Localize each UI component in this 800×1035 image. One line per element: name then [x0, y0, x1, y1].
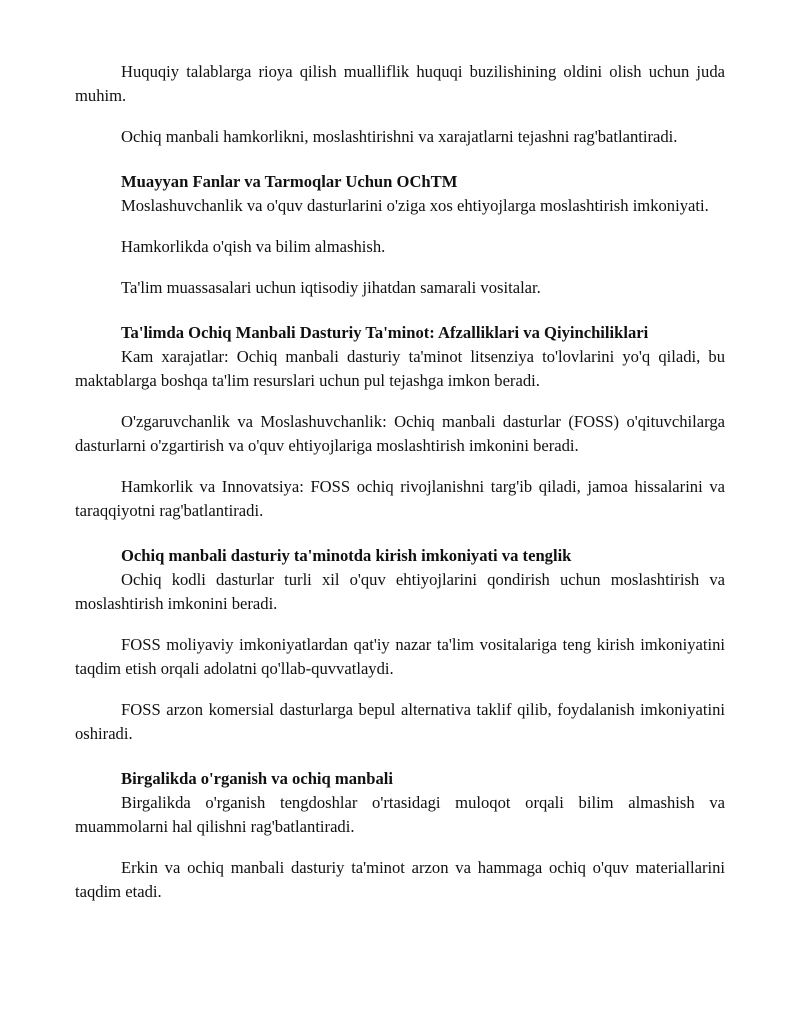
paragraph: Hamkorlik va Innovatsiya: FOSS ochiq rivojlanishni targ'ib qiladi, jamoa hissalarini va taraqqiyotni rag'batlantiradi. [75, 477, 725, 520]
section-heading: Ochiq manbali dasturiy ta'minotda kirish imkoniyati va tenglik [121, 546, 572, 565]
section [75, 321, 725, 523]
paragraph: Erkin va ochiq manbali dasturiy ta'minot arzon va hammaga ochiq o'quv materiallarini taqdim etadi. [75, 858, 725, 901]
paragraph: Ta'lim muassasalari uchun iqtisodiy jihatdan samarali vositalar. [121, 278, 541, 297]
paragraph: Huquqiy talablarga rioya qilish mualliflik huquqi buzilishining oldini olish uchun juda muhim. [75, 62, 725, 105]
paragraph: Moslashuvchanlik va o'quv dasturlarini o'ziga xos ehtiyojlarga moslashtirish imkoniyati. [121, 196, 709, 215]
section [75, 767, 725, 904]
paragraph: FOSS arzon komersial dasturlarga bepul alternativa taklif qilib, foydalanish imkoniyatini oshiradi. [75, 700, 725, 743]
section [75, 170, 725, 300]
section-heading: Birgalikda o'rganish va ochiq manbali [121, 769, 394, 788]
paragraph: Birgalikda o'rganish tengdoshlar o'rtasidagi muloqot orqali bilim almashish va muammolarni hal qilishni rag'batlantiradi. [75, 793, 725, 836]
paragraph: O'zgaruvchanlik va Moslashuvchanlik: Ochiq manbali dasturlar (FOSS) o'qituvchilarga dasturlarni o'zgartirish va o'quv ehtiyojlariga moslashtirish imkonini beradi. [75, 412, 725, 455]
section [75, 544, 725, 746]
section-heading: Muayyan Fanlar va Tarmoqlar Uchun OChTM [121, 172, 458, 191]
section-heading: Ta'limda Ochiq Manbali Dasturiy Ta'minot: Afzalliklari va Qiyinchiliklari [121, 323, 649, 342]
paragraph: Ochiq kodli dasturlar turli xil o'quv ehtiyojlarini qondirish uchun moslashtirish va moslashtirish imkonini beradi. [75, 570, 725, 613]
document-page [75, 60, 725, 921]
paragraph: Kam xarajatlar: Ochiq manbali dasturiy ta'minot litsenziya to'lovlarini yo'q qiladi, bu maktablarga boshqa ta'lim resurslari uchun pul tejashga imkon beradi. [75, 347, 725, 390]
paragraph: Hamkorlikda o'qish va bilim almashish. [121, 237, 386, 256]
paragraph: Ochiq manbali hamkorlikni, moslashtirishni va xarajatlarni tejashni rag'batlantiradi. [121, 127, 678, 146]
paragraph: FOSS moliyaviy imkoniyatlardan qat'iy nazar ta'lim vositalariga teng kirish imkoniyatini taqdim etish orqali adolatni qo'llab-quvvatlaydi. [75, 635, 725, 678]
